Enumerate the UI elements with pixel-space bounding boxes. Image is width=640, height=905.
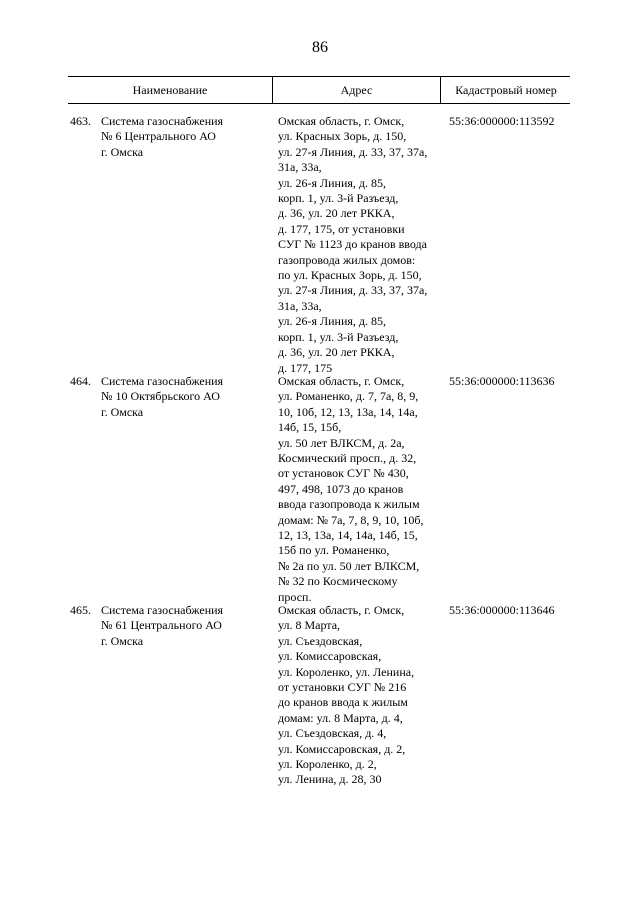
address-line: ул. Красных Зорь, д. 150, bbox=[278, 129, 407, 144]
name-line: Система газоснабжения bbox=[101, 114, 224, 128]
address-line: по ул. Красных Зорь, д. 150, bbox=[278, 268, 422, 283]
address-line: 10, 10б, 12, 13, 13а, 14, 14а, bbox=[278, 404, 418, 419]
address-line: 14б, 15, 15б, bbox=[278, 420, 342, 435]
table-header bbox=[68, 76, 570, 104]
address-line: ул. Короленко, д. 2, bbox=[278, 757, 377, 772]
row-cadastral-number: 55:36:000000:113646 bbox=[449, 603, 555, 617]
address-line: ул. 50 лет ВЛКСМ, д. 2а, bbox=[278, 435, 405, 450]
name-line: Система газоснабжения bbox=[101, 374, 224, 388]
address-line: ул. Комиссаровская, bbox=[278, 649, 382, 664]
address-line: ул. Романенко, д. 7, 7а, 8, 9, bbox=[278, 389, 419, 404]
row-address bbox=[278, 374, 448, 605]
address-line: ул. 8 Марта, bbox=[278, 618, 341, 633]
address-line: Омская область, г. Омск, bbox=[278, 114, 405, 128]
address-line: № 2а по ул. 50 лет ВЛКСМ, bbox=[278, 558, 420, 573]
address-line: ввода газопровода к жилым bbox=[278, 497, 420, 512]
address-line: ул. 26-я Линия, д. 85, bbox=[278, 175, 387, 190]
address-line: ул. Комиссаровская, д. 2, bbox=[278, 741, 406, 756]
address-line: ул. Съездовская, д. 4, bbox=[278, 726, 387, 741]
address-line: Омская область, г. Омск, bbox=[278, 374, 405, 388]
address-line: корп. 1, ул. 3-й Разъезд, bbox=[278, 191, 399, 206]
row-address bbox=[278, 114, 448, 376]
address-line: д. 177, 175, от установки bbox=[278, 221, 405, 236]
name-line: г. Омска bbox=[101, 404, 144, 419]
address-line: 31а, 33а, bbox=[278, 298, 322, 313]
address-line: СУГ № 1123 до кранов ввода bbox=[278, 237, 427, 252]
header-address: Адрес bbox=[272, 77, 440, 103]
address-line: Космический просп., д. 32, bbox=[278, 451, 417, 466]
address-line: д. 36, ул. 20 лет РККА, bbox=[278, 345, 395, 360]
address-line: Омская область, г. Омск, bbox=[278, 603, 405, 617]
address-line: ул. Короленко, ул. Ленина, bbox=[278, 664, 415, 679]
address-line: газопровода жилых домов: bbox=[278, 252, 416, 267]
address-line: ул. 27-я Линия, д. 33, 37, 37а, bbox=[278, 144, 428, 159]
address-line: 15б по ул. Романенко, bbox=[278, 543, 390, 558]
row-number: 465. bbox=[70, 603, 91, 617]
page-number: 86 bbox=[312, 39, 328, 56]
row-name bbox=[101, 374, 271, 420]
row-cadastral-number: 55:36:000000:113592 bbox=[449, 114, 555, 128]
name-line: Система газоснабжения bbox=[101, 603, 224, 617]
name-line: № 10 Октябрьского АО bbox=[101, 389, 220, 404]
row-number: 464. bbox=[70, 374, 91, 388]
address-line: корп. 1, ул. 3-й Разъезд, bbox=[278, 329, 399, 344]
address-line: 497, 498, 1073 до кранов bbox=[278, 481, 404, 496]
address-line: д. 36, ул. 20 лет РККА, bbox=[278, 206, 395, 221]
row-address bbox=[278, 603, 448, 788]
row-name bbox=[101, 114, 271, 160]
header-cadastral: Кадастровый номер bbox=[440, 77, 571, 103]
address-line: ул. Ленина, д. 28, 30 bbox=[278, 772, 382, 787]
header-name: Наименование bbox=[132, 83, 208, 97]
address-line: от установки СУГ № 216 bbox=[278, 680, 407, 695]
address-line: домам: № 7а, 7, 8, 9, 10, 10б, bbox=[278, 512, 424, 527]
address-line: ул. 26-я Линия, д. 85, bbox=[278, 314, 387, 329]
address-line: д. 177, 175 bbox=[278, 360, 333, 375]
row-name bbox=[101, 603, 271, 649]
row-number: 463. bbox=[70, 114, 91, 128]
address-line: просп. bbox=[278, 589, 312, 604]
name-line: г. Омска bbox=[101, 633, 144, 648]
address-line: до кранов ввода к жилым bbox=[278, 695, 408, 710]
name-line: г. Омска bbox=[101, 144, 144, 159]
name-line: № 6 Центрального АО bbox=[101, 129, 216, 144]
address-line: 12, 13, 13а, 14, 14а, 14б, 15, bbox=[278, 528, 418, 543]
address-line: № 32 по Космическому bbox=[278, 574, 398, 589]
row-cadastral-number: 55:36:000000:113636 bbox=[449, 374, 555, 388]
address-line: от установок СУГ № 430, bbox=[278, 466, 409, 481]
property-table bbox=[68, 76, 570, 104]
address-line: ул. Съездовская, bbox=[278, 633, 363, 648]
name-line: № 61 Центрального АО bbox=[101, 618, 222, 633]
address-line: 31а, 33а, bbox=[278, 160, 322, 175]
address-line: домам: ул. 8 Марта, д. 4, bbox=[278, 710, 403, 725]
address-line: ул. 27-я Линия, д. 33, 37, 37а, bbox=[278, 283, 428, 298]
